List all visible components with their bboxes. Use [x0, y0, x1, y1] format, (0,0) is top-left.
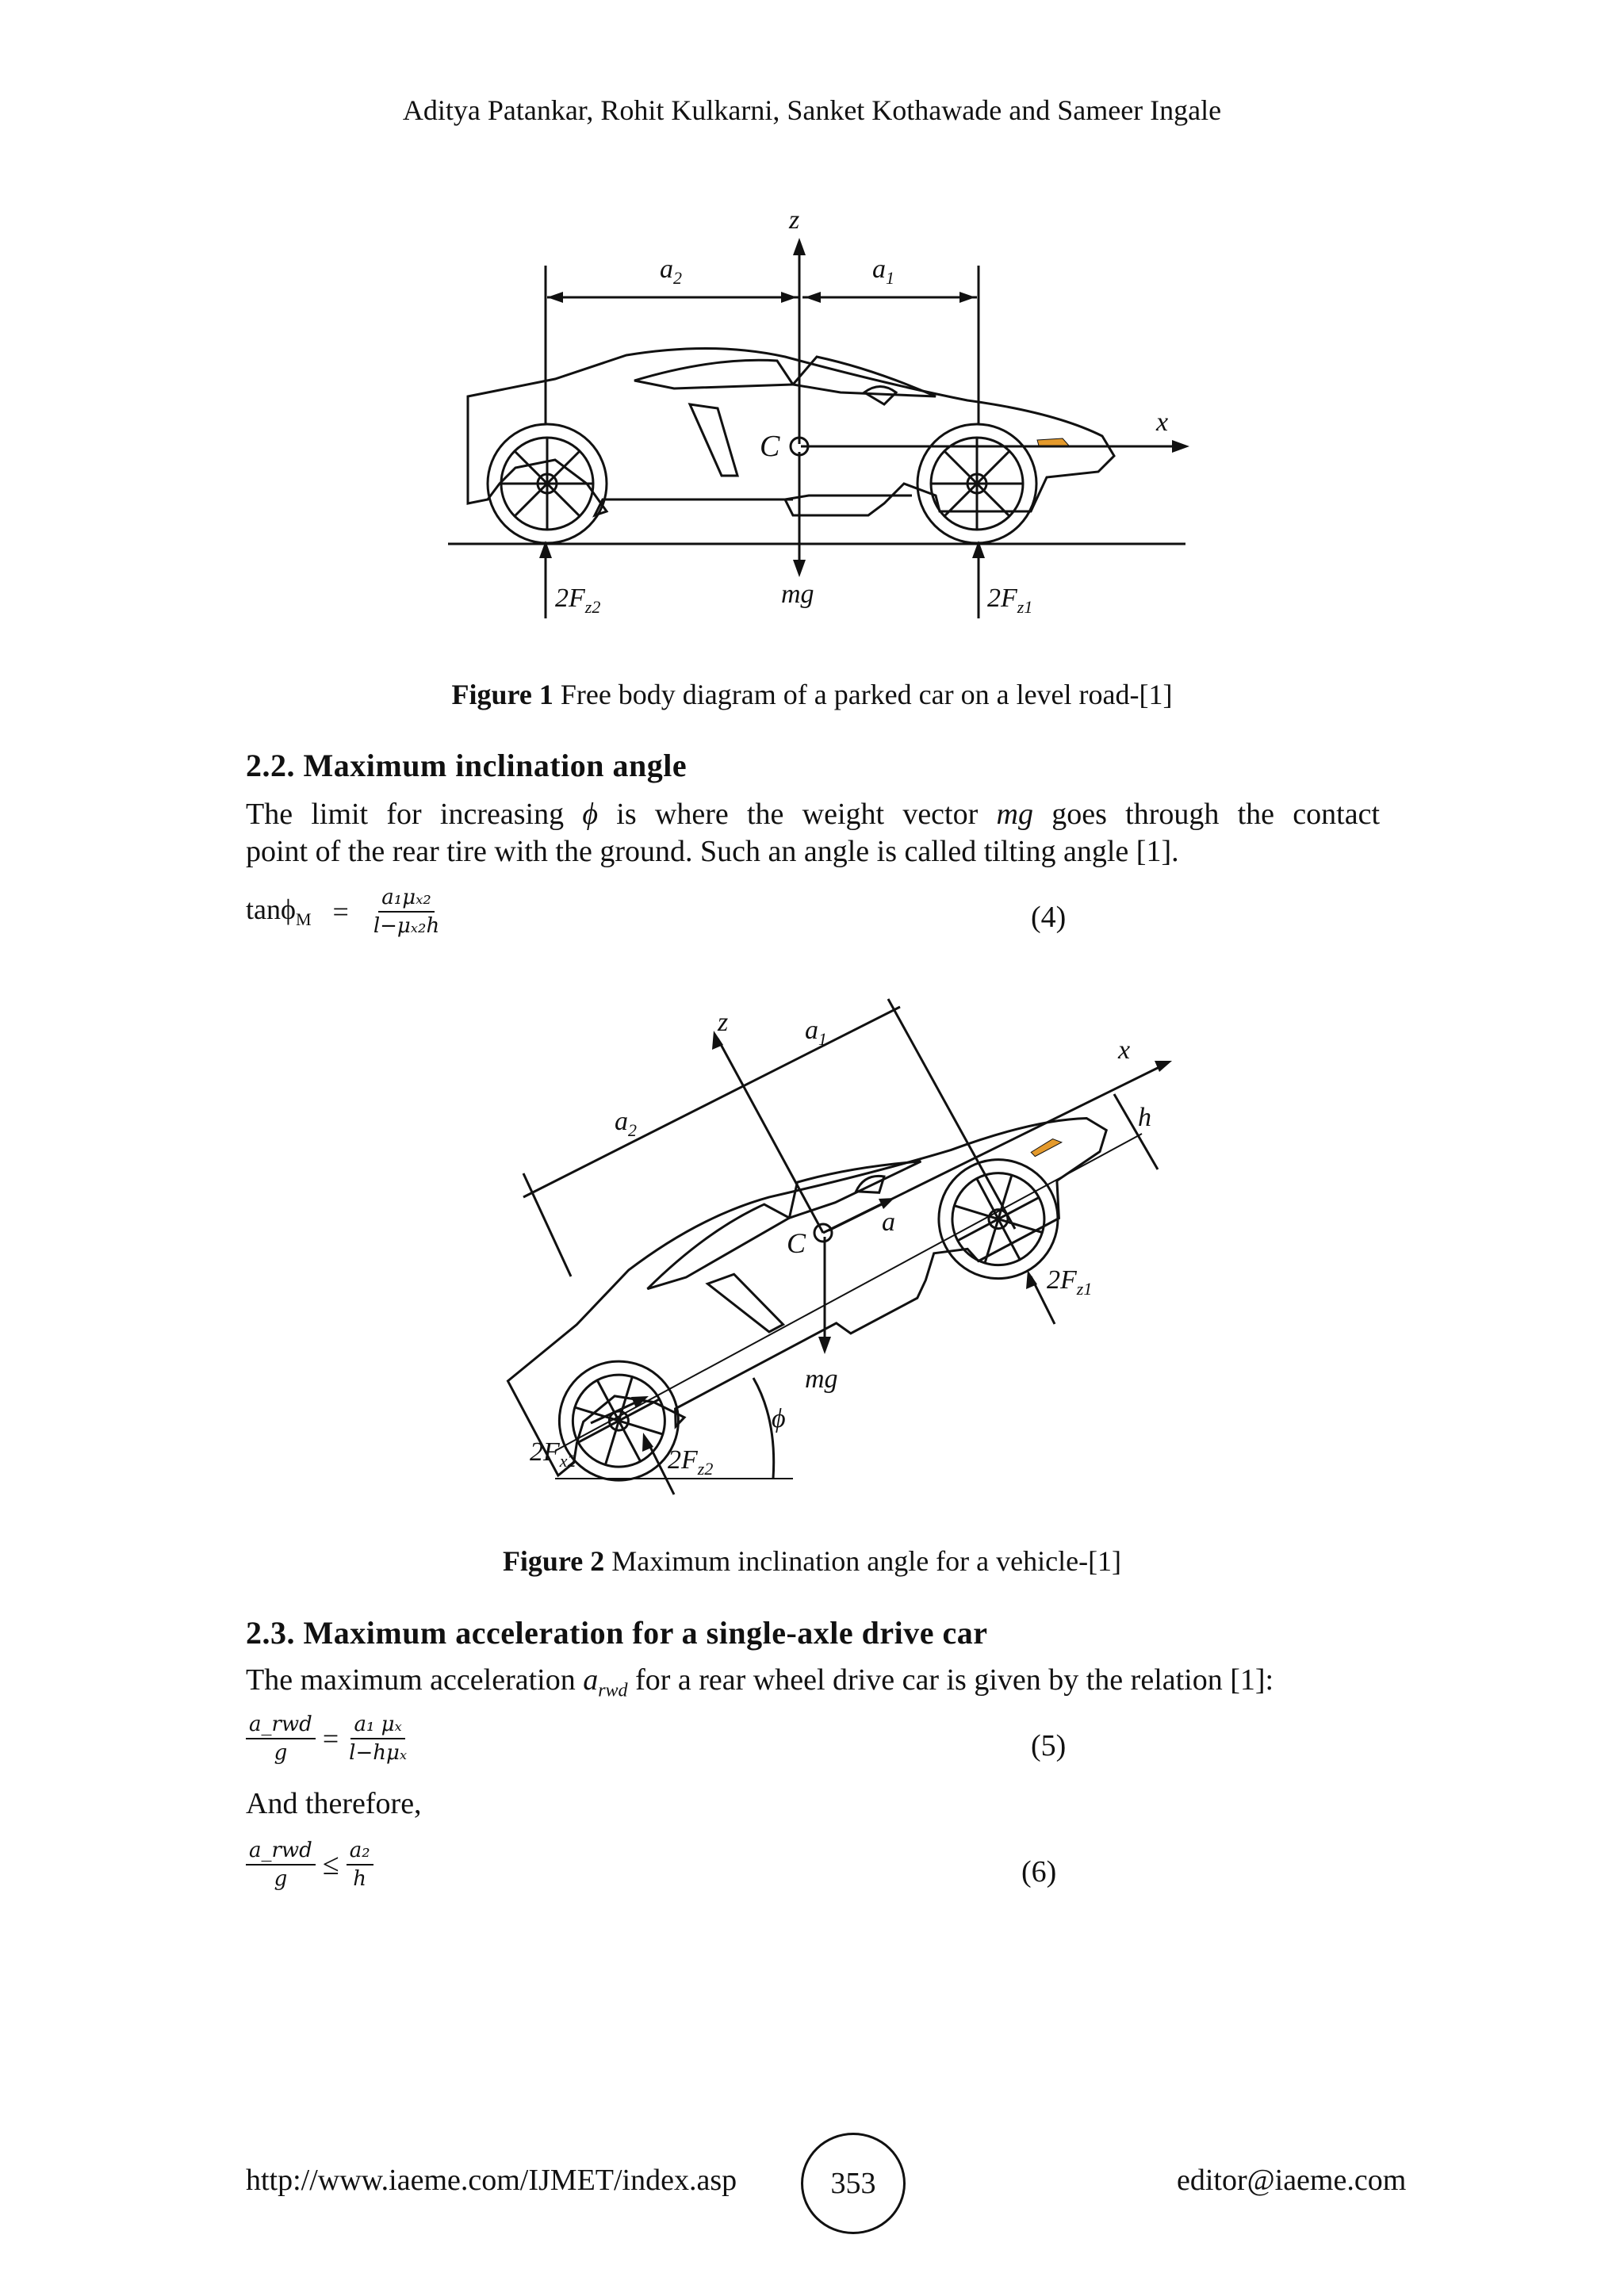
equation-4-number: (4)	[1031, 901, 1067, 934]
fig2-a1-label: a	[805, 1016, 818, 1045]
fig2-a2-label: a	[615, 1107, 628, 1136]
fig1-a1-label: a	[872, 254, 886, 284]
figure-1-caption: Figure 1 Free body diagram of a parked car on a level road-[1]	[451, 679, 1173, 710]
section-2-3-paragraph: The maximum acceleration $a_{rwd}$ for a rear wheel drive car is given by the relation [1]:	[246, 1663, 1274, 1701]
figure-2-caption: Figure 2 Maximum inclination angle for a vehicle-[1]	[502, 1545, 1122, 1577]
tilted-car-outline	[485, 1035, 1134, 1487]
fig2-h-label: h	[1138, 1103, 1151, 1132]
fig2-fx2-label: 2F	[530, 1437, 560, 1467]
equation-5-number: (5)	[1031, 1729, 1067, 1762]
fig1-x-label: x	[1156, 408, 1169, 437]
figure-1-diagram	[0, 198, 1624, 642]
running-header: Aditya Patankar, Rohit Kulkarni, Sanket Kothawade and Sameer Ingale	[402, 94, 1222, 126]
car-window-rear	[634, 360, 793, 388]
svg-text:2Fx2: $2F_{x2}$	[530, 1437, 576, 1471]
fig2-c-label: C	[787, 1227, 806, 1259]
equation-6: $\frac{\text{a\_rwd}}{g}$ ≤ $\frac{\text{a₂}}{h}$ (6)	[246, 1837, 1380, 1908]
fig2-fz2-label: 2F	[668, 1445, 698, 1475]
svg-text:a2: $a_2$	[660, 254, 682, 288]
svg-text:a1: $a_1$	[872, 254, 894, 288]
page-number: 353	[801, 2133, 906, 2234]
figure-2-diagram	[0, 975, 1624, 1514]
svg-text:2Fz2: $2F_{z2}$	[668, 1445, 714, 1479]
equation-4: tanϕ$_M$ = $\frac{\text{a₁μₓ₂}}{\text{l−μₓ₂h}}$ (4)	[246, 886, 1067, 938]
car-body-outline	[468, 348, 1114, 515]
fig1-fz1-label: 2F	[987, 584, 1017, 613]
fig1-mg-label: mg	[781, 580, 814, 609]
fig1-c-label: C	[760, 430, 780, 463]
fig2-a-label: a	[882, 1207, 895, 1237]
equation-5: $\frac{\text{a\_rwd}}{g}$ = $\frac{\text{a₁ μₓ}}{\text{l−hμₓ}}$ (5)	[246, 1711, 1380, 1782]
fig2-fz1-label: 2F	[1047, 1265, 1077, 1295]
section-2-2-paragraph: The limit for increasing ϕ is where the weight vector mg goes through the contact point of the rear tire with the ground. Such an angle is called tilting angle [1].	[246, 798, 1381, 868]
car-door-handle	[690, 404, 737, 476]
footer-url-link[interactable]: http://www.iaeme.com/IJMET/index.asp	[246, 2164, 737, 2197]
and-therefore-text: And therefore,	[246, 1787, 422, 1820]
fig1-fz2-label: 2F	[555, 584, 585, 613]
svg-text:2Fz1: $2F_{z1}$	[1047, 1265, 1093, 1299]
footer-email-link[interactable]: editor@iaeme.com	[1177, 2164, 1407, 2197]
equation-6-number: (6)	[1021, 1855, 1057, 1888]
section-2-2-heading: 2.2. Maximum inclination angle	[246, 748, 688, 783]
section-2-3-heading: 2.3. Maximum acceleration for a single-axle drive car	[246, 1615, 988, 1651]
fig1-z-label: z	[789, 205, 800, 235]
fig2-z-label: z	[718, 1008, 729, 1037]
svg-text:a1: $a_1$	[805, 1016, 827, 1049]
svg-text:a2: $a_2$	[615, 1107, 637, 1140]
fig2-phi-label: ϕ	[772, 1404, 786, 1433]
svg-text:2Fz2: $2F_{z2}$	[555, 584, 601, 617]
fig2-x-label: x	[1118, 1035, 1131, 1065]
svg-text:2Fz1: $2F_{z1}$	[987, 584, 1033, 617]
fig2-mg-label: mg	[805, 1364, 838, 1394]
fig1-a2-label: a	[660, 254, 673, 284]
